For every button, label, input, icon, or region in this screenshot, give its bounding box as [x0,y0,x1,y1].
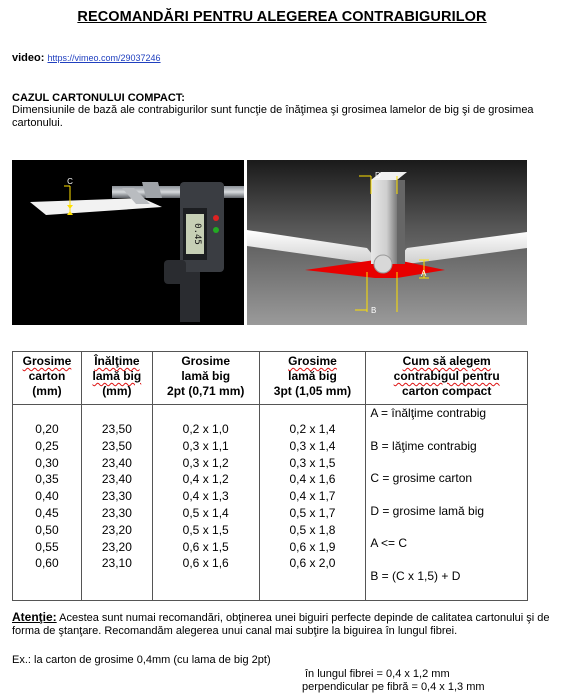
cell: 0,45 [35,505,59,520]
header-carton-thickness: Grosime carton (mm) [13,352,82,405]
marker-b: B [371,306,377,315]
example-line: Ex.: la carton de grosime 0,4mm (cu lama de big 2pt) [12,654,271,666]
header-blade-height: Înălţime lamă big (mm) [81,352,152,405]
cell: 0,5 x 1,8 [289,522,336,537]
attention-paragraph [12,611,552,638]
legend-item: B = lăţime contrabig [370,438,477,453]
crease-diagram-image [247,160,527,325]
legend-item: C = grosime carton [370,471,473,485]
header-blade-2pt: Grosime lamă big 2pt (0,71 mm) [152,352,259,405]
video-link[interactable]: https://vimeo.com/29037246 [47,53,161,63]
page-title: RECOMANDĂRI PENTRU ALEGEREA CONTRABIGURILOR [77,9,487,25]
cell: 23,10 [101,556,132,571]
marker-c: C [67,177,73,186]
cell: 0,5 x 1,7 [289,505,336,520]
cell: 0,6 x 2,0 [289,556,336,571]
cell: 0,5 x 1,4 [182,505,229,520]
cell: 0,3 x 1,4 [289,438,336,453]
cell: 0,6 x 1,6 [182,556,229,571]
video-label: video: [12,52,45,64]
legend-item: D = grosime lamă big [370,503,485,518]
table-header-row [13,352,528,405]
cell: 0,35 [35,472,59,487]
legend-item: A = înălţime contrabig [370,406,487,420]
cell: 0,4 x 1,6 [289,472,336,487]
cell: 23,50 [101,422,132,436]
caliper-image [12,160,244,325]
header-how-to-choose: Cum să alegem contrabigul pentru carton compact [366,352,528,405]
cell: 0,60 [35,556,59,571]
cell: 0,3 x 1,5 [289,455,336,470]
cell: 0,6 x 1,9 [289,539,336,554]
col-carton-thickness [13,405,82,601]
legend-item: B = (C x 1,5) + D [370,568,461,583]
cell: 0,4 x 1,2 [182,472,229,487]
cell: 23,40 [101,472,132,487]
col-blade-2pt [152,405,259,601]
marker-d: D [375,171,381,180]
col-blade-3pt [259,405,366,601]
legend-item: A <= C [370,536,408,550]
caliper-display: 0.45 [192,223,202,245]
example-along-grain: în lungul fibrei = 0,4 x 1,2 mm [305,668,450,680]
cell: 0,50 [35,522,59,537]
header-blade-3pt: Grosime lamă big 3pt (1,05 mm) [259,352,366,405]
cell: 0,25 [35,438,59,453]
cell: 23,50 [101,438,132,453]
cell: 23,30 [101,505,132,520]
cell: 0,20 [35,422,59,436]
cell: 0,6 x 1,5 [182,539,229,554]
cell: 0,3 x 1,1 [182,438,229,453]
recommendation-table [12,351,528,601]
cell: 23,20 [101,539,132,554]
cell: 23,40 [101,455,132,470]
cell: 0,5 x 1,5 [182,522,229,537]
attention-text: Acestea sunt numai recomandări, obţinerea unei biguiri perfecte depinde de calitatea cartonului şi de forma de ştanţare. Recomandăm alegerea unui canal mai subţire la biguirea în lungul fibrei. [12,612,550,637]
cell: 0,2 x 1,0 [182,422,229,436]
cell: 0,55 [35,539,59,554]
section-text: Dimensiunile de bază ale contrabigurilor sunt funcţie de înăţimea şi grosimea lamelor de big şi de grosimea cartonului. [12,104,534,129]
cell: 0,4 x 1,7 [289,489,336,504]
example-across-grain: perpendicular pe fibră = 0,4 x 1,3 mm [302,681,485,693]
cell: 0,2 x 1,4 [289,422,336,436]
attention-label: Atenţie: [12,610,57,624]
cell: 0,4 x 1,3 [182,489,229,504]
col-legend [366,405,528,601]
col-blade-height [81,405,152,601]
cell: 23,20 [101,522,132,537]
cell: 0,3 x 1,2 [182,455,229,470]
section-heading: CAZUL CARTONULUI COMPACT: [12,92,185,104]
cell: 23,30 [101,489,132,504]
video-line [12,52,161,64]
cell: 0,40 [35,489,59,504]
table-data-row [13,405,528,601]
marker-a: A [421,269,427,278]
cell: 0,30 [35,455,59,470]
